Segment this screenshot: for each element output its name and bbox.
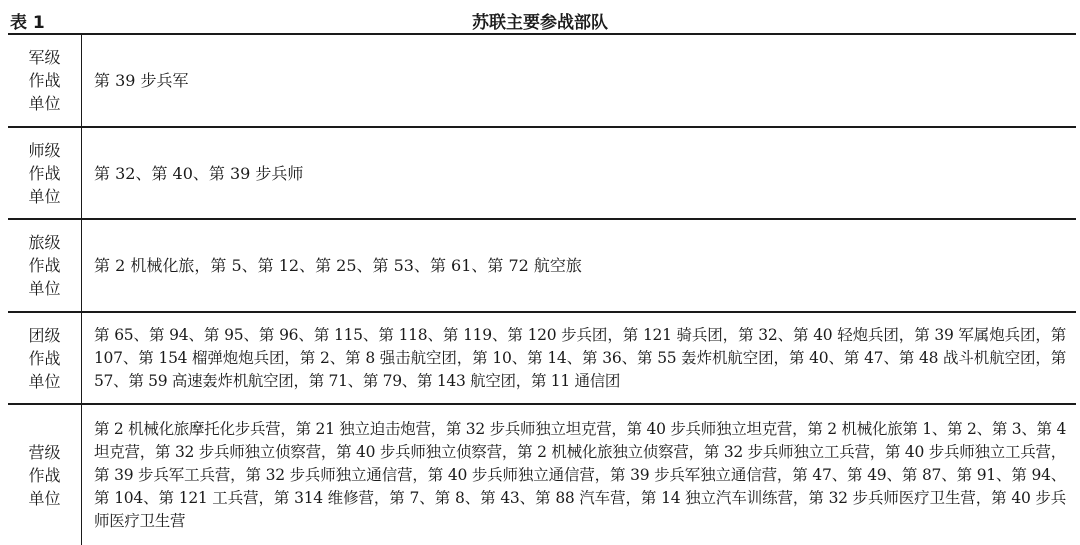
units-table [8,33,1076,545]
row-label-line: 旅级 [28,233,61,252]
row-content [82,35,1076,126]
row-label-line: 作战 [28,71,61,90]
row-label-line: 作战 [28,465,61,485]
row-content [82,220,1076,311]
row-label-line: 单位 [28,488,61,508]
row-label-line: 团级 [28,325,61,345]
row-label [8,313,82,403]
row-content-text: 第 2 机械化旅，第 5、第 12、第 25、第 53、第 61、第 72 航空旅 [94,256,582,275]
row-label [8,35,82,126]
row-label-line: 单位 [28,371,61,391]
row-content [82,405,1076,545]
table-title: 苏联主要参战部队 [472,13,608,33]
row-label-line: 作战 [28,348,61,368]
row-content-text: 第 39 步兵军 [94,71,189,90]
table-row-division [8,128,1076,220]
row-label [8,128,82,218]
row-label [8,220,82,311]
table-row-regiment [8,313,1076,405]
row-label-line: 作战 [28,163,61,183]
row-label-line: 单位 [28,94,61,113]
row-label-line: 单位 [28,186,61,206]
row-content-text: 第 2 机械化旅摩托化步兵营，第 21 独立迫击炮营，第 32 步兵师独立坦克营，第 40 步兵师独立坦克营，第 2 机械化旅第 1、第 2、第 3、第 4 坦克营，第 32 步兵师独立侦察营，第 40 步兵师独立侦察营，第 2 机械化旅独立侦察营，第 32 步兵师独立工兵营，第 40 步兵师独立工兵营，第 39 步兵军工兵营，第 32 步兵师独立通信营，第 40 步兵师独立通信营，第 39 步兵军独立通信营，第 47、第 49、第 87、第 91、第 94、第 104、第 121 工兵营，第 314 维修营，第 7、第 8、第 43、第 88 汽车营，第 14 独立汽车训练营，第 32 步兵师医疗卫生营，第 40 步兵师医疗卫生营 [94,419,1066,530]
row-label-line: 作战 [28,256,61,275]
row-label [8,405,82,545]
row-label-line: 军级 [28,48,61,67]
row-label-line: 单位 [28,279,61,298]
table-row-battalion [8,405,1076,545]
table-number: 表 1 [10,13,45,33]
table-row-brigade [8,220,1076,313]
row-content-text: 第 65、第 94、第 95、第 96、第 115、第 118、第 119、第 120 步兵团，第 121 骑兵团，第 32、第 40 轻炮兵团，第 39 军属炮兵团，第 107、第 154 榴弹炮炮兵团，第 2、第 8 强击航空团，第 10、第 14、第 36、第 55 轰炸机航空团，第 40、第 47、第 48 战斗机航空团，第 57、第 59 高速轰炸机航空团，第 71、第 79、第 143 航空团，第 11 通信团 [94,325,1066,390]
table-caption [8,6,1072,32]
row-content [82,128,1076,218]
row-content [82,313,1076,403]
row-label-line: 营级 [28,442,61,462]
row-label-line: 师级 [28,140,61,160]
table-row-army [8,35,1076,128]
row-content-text: 第 32、第 40、第 39 步兵师 [94,163,304,183]
